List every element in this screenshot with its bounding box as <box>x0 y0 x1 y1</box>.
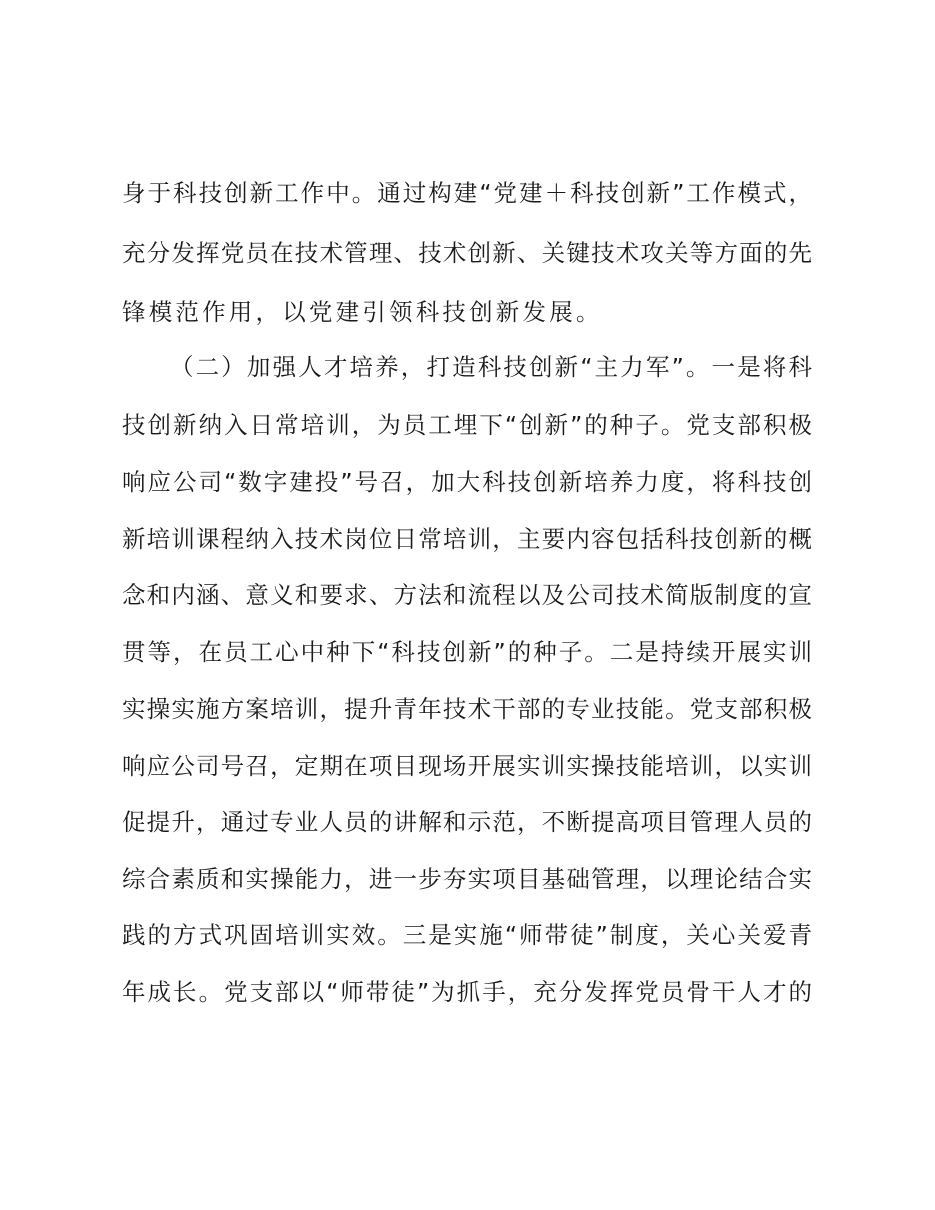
text-line: 锋模范作用，以党建引领科技创新发展。 <box>122 298 603 326</box>
paragraph-heading-line: （二）加强人才培养，打造科技创新“主力军”。一是将科 <box>170 353 812 381</box>
text-line: 综合素质和实操能力，进一步夯实项目基础管理，以理论结合实 <box>122 865 812 893</box>
text-line: 念和内涵、意义和要求、方法和流程以及公司技术简版制度的宣 <box>122 581 812 609</box>
text-line: 充分发挥党员在技术管理、技术创新、关键技术攻关等方面的先 <box>122 239 812 267</box>
text-line: 身于科技创新工作中。通过构建“党建＋科技创新”工作模式， <box>122 179 812 207</box>
text-line: 年成长。党支部以“师带徒”为抓手，充分发挥党员骨干人才的 <box>122 978 812 1006</box>
text-line: 技创新纳入日常培训，为员工埋下“创新”的种子。党支部积极 <box>122 411 812 439</box>
text-line: 贯等，在员工心中种下“科技创新”的种子。二是持续开展实训 <box>122 638 812 666</box>
text-line: 促提升，通过专业人员的讲解和示范，不断提高项目管理人员的 <box>122 808 812 836</box>
text-line: 新培训课程纳入技术岗位日常培训，主要内容包括科技创新的概 <box>122 525 812 553</box>
text-line: 实操实施方案培训，提升青年技术干部的专业技能。党支部积极 <box>122 695 812 723</box>
text-line: 响应公司号召，定期在项目现场开展实训实操技能培训，以实训 <box>122 752 812 780</box>
text-line: 响应公司“数字建投”号召，加大科技创新培养力度，将科技创 <box>122 468 812 496</box>
text-line: 践的方式巩固培训实效。三是实施“师带徒”制度，关心关爱青 <box>122 921 812 949</box>
